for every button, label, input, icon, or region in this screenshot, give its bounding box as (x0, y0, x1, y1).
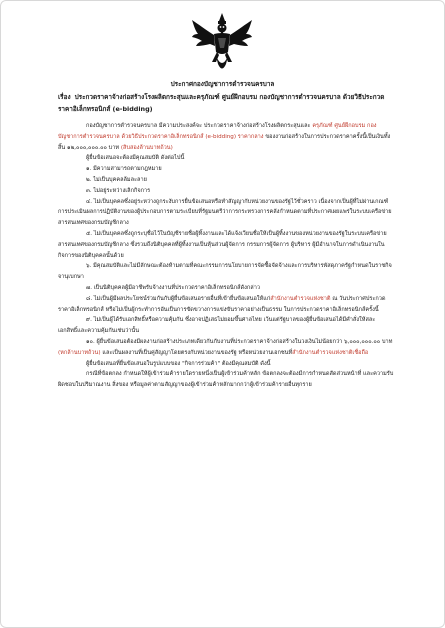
item10-text-a: ๑๐. ผู้ยื่นข้อเสนอต้องมีผลงานก่อสร้างประเภทเดียวกันกับงานที่ประกวดราคาจ้างก่อสร้างในวงเงินไม่น้อยกว่า ๖,๐๐๐,๐๐๐.๐๐ บาท (86, 338, 393, 345)
item10-amount-words: (หกล้านบาทถ้วน) (58, 349, 101, 356)
document-title: ประกาศกองบัญชาการตำรวจนครบาล (170, 80, 275, 88)
garuda-emblem-icon (190, 12, 254, 74)
qualification-item-8 (58, 294, 394, 316)
intro-budget-words: (สิบสองล้านบาทถ้วน) (120, 144, 173, 151)
qualification-item-6: ๖. มีคุณสมบัติและไม่มีลักษณะต้องห้ามตามที่คณะกรรมการนโยบายการจัดซื้อจัดจ้างและการบริหารพัสดุภาครัฐกำหนดในราชกิจจานุเบกษา (58, 263, 392, 281)
subject-label: เรื่อง (58, 93, 71, 101)
qualification-item-1: ๑. มีความสามารถตามกฎหมาย (86, 166, 162, 173)
qualification-item-9: ๙. ไม่เป็นผู้ได้รับเอกสิทธิ์หรือความคุ้มกัน ซึ่งอาจปฏิเสธไม่ยอมขึ้นศาลไทย เว้นแต่รัฐบาลของผู้ยื่นข้อเสนอได้มีคำสั่งให้สละเอกสิทธิ์และความคุ้มกันเช่นว่านั้น (58, 317, 376, 335)
intro-budget: ของงานก่อสร้างในการประกวดราคาครั้งนี้เป็นเงินทั้งสิ้น ๑๒,๐๐๐,๐๐๐.๐๐ บาท (58, 133, 391, 151)
joint-venture-header: ผู้ยื่นข้อเสนอที่ยื่นข้อเสนอในรูปแบบของ "กิจการร่วมค้า" ต้องมีคุณสมบัติ ดังนี้ (86, 360, 271, 367)
qualification-item-2: ๒. ไม่เป็นบุคคลล้มละลาย (86, 176, 147, 183)
qualification-item-3: ๓. ไม่อยู่ระหว่างเลิกกิจการ (86, 187, 151, 194)
item10-text-b: และเป็นผลงานที่เป็นคู่สัญญาโดยตรงกับหน่วยงานของรัฐ หรือหน่วยงานเอกชนที่ (100, 349, 293, 356)
qualification-item-5: ๕. ไม่เป็นบุคคลซึ่งถูกระบุชื่อไว้ในบัญชีรายชื่อผู้ทิ้งงานและได้แจ้งเวียนชื่อให้เป็นผู้ทิ้งงานของหน่วยงานของรัฐในระบบเครือข่ายสารสนเทศของกรมบัญชีกลาง ซึ่งรวมถึงนิติบุคคลที่ผู้ทิ้งงานเป็นหุ้นส่วนผู้จัดการ กรรมการผู้จัดการ ผู้บริหาร ผู้มีอำนาจในการดำเนินงานในกิจการของนิติบุคคลนั้นด้วย (58, 230, 387, 259)
intro-project-name: ครุภัณฑ์ ศูนย์ฝึกอบรม กองบัญชาการตำรวจนครบาล ด้วยวิธีประกวดราคาอิเล็กทรอนิกส์ (e-bidding) ราคากลาง (58, 123, 377, 140)
document-body (58, 121, 394, 391)
item10-agency: สำนักงานตำรวจแห่งชาติเชื่อถือ (292, 349, 369, 356)
joint-venture-body: กรณีที่ข้อตกลง กำหนดให้ผู้เข้าร่วมค้ารายใดรายหนึ่งเป็นผู้เข้าร่วมค้าหลัก ข้อตกลงจะต้องมีการกำหนดสัดส่วนหน้าที่ และความรับผิดชอบในปริมาณงาน สิ่งของ หรือมูลค่าตามสัญญาของผู้เข้าร่วมค้าหลักมากกว่าผู้เข้าร่วมค้ารายอื่นทุกราย (58, 371, 394, 389)
document-subject (58, 92, 393, 115)
intro-paragraph (58, 121, 394, 153)
qualification-item-7: ๗. เป็นนิติบุคคลผู้มีอาชีพรับจ้างงานที่ประกวดราคาอิเล็กทรอนิกส์ดังกล่าว (86, 284, 260, 291)
qualification-item-10 (58, 337, 394, 359)
item8-agency: สำนักงานตำรวจแห่งชาติ (270, 295, 331, 302)
subject-text: ประกวดราคาจ้างก่อสร้างโรงผลิตกระสุนและครุภัณฑ์ ศูนย์ฝึกอบรม กองบัญชาการตำรวจนครบาล ด้วยวิธีประกวดราคาอิเล็กทรอนิกส์ (e-bidding) (58, 93, 385, 113)
qualification-item-4: ๔. ไม่เป็นบุคคลซึ่งอยู่ระหว่างถูกระงับการยื่นข้อเสนอหรือทำสัญญากับหน่วยงานของรัฐไว้ชั่วคราว เนื่องจากเป็นผู้ที่ไม่ผ่านเกณฑ์การประเมินผลการปฏิบัติงานของผู้ประกอบการตามระเบียบที่รัฐมนตรีว่าการกระทรวงการคลังกำหนดตามที่ประกาศเผยแพร่ในระบบเครือข่ายสารสนเทศของกรมบัญชีกลาง (58, 198, 392, 227)
qualification-header: ผู้ยื่นข้อเสนอจะต้องมีคุณสมบัติ ดังต่อไปนี้ (86, 155, 185, 162)
intro-lead: กองบัญชาการตำรวจนครบาล มีความประสงค์จะ ประกวดราคาจ้างก่อสร้างโรงผลิตกระสุนและ (86, 123, 311, 129)
item8-text-b: ณ วันประกาศประกวดราคาอิเล็กทรอนิกส์ หรือไม่เป็นผู้กระทำการอันเป็นการขัดขวางการแข่งขันราคาอย่างเป็นธรรม ในการประกวดราคาอิเล็กทรอนิกส์ครั้งนี้ (58, 295, 386, 313)
item8-text-a: ๘. ไม่เป็นผู้มีผลประโยชน์ร่วมกันกับผู้ยื่นข้อเสนอรายอื่นที่เข้ายื่นข้อเสนอให้แก่ (86, 295, 271, 302)
